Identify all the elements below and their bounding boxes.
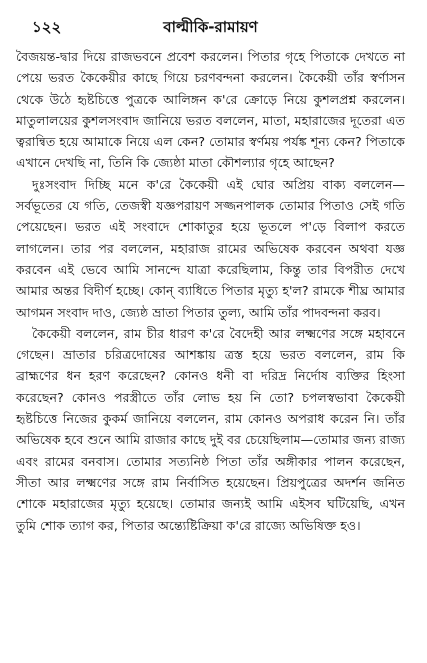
- body-text: [16, 46, 405, 536]
- page-number: ১২২: [32, 18, 62, 36]
- page-header: [16, 0, 405, 46]
- running-title: বাল্মীকি-রামায়ণ: [163, 18, 258, 36]
- paragraph-3: কৈকেয়ী বললেন, রাম চীর ধারণ ক'রে বৈদেহী আর লক্ষ্মণের সঙ্গে মহাবনে গেছেন। ভ্রাতার চরিত্রদোষের আশঙ্কায় ত্রস্ত হয়ে ভরত বললেন, রাম কি ব্রাহ্মণের ধন হরণ করেছেন? কোনও ধনী বা দরিদ্র নির্দোষ ব্যক্তির হিংসা করেছেন? কোনও পরস্ত্রীতে তাঁর লোভ হয় নি তো? চপলস্বভাবা কৈকেয়ী হৃষ্টচিত্তে নিজের কুকর্ম জানিয়ে বললেন, রাম কোনও অপরাধ করেন নি। তাঁর অভিষেক হবে শুনে আমি রাজার কাছে দুই বর চেয়েছিলাম—তোমার জন্য রাজ্য এবং রামের বনবাস। তোমার সত্যনিষ্ঠ পিতা তাঁর অঙ্গীকার পালন করেছেন, সীতা আর লক্ষ্মণের সঙ্গে রাম নির্বাসিত হয়েছেন। প্রিয়পুত্রের অদর্শন জনিত শোকে মহারাজের মৃত্যু হয়েছে। তোমার জন্যই আমি এইসব ঘটিয়েছি, এখন তুমি শোক ত্যাগ কর, পিতার অন্ত্যেষ্টিক্রিয়া ক'রে রাজ্যে অভিষিক্ত হও।: [16, 325, 405, 533]
- paragraph-1: বৈজয়ন্ত-দ্বার দিয়ে রাজভবনে প্রবেশ করলেন। পিতার গৃহে পিতাকে দেখতে না পেয়ে ভরত কৈকেয়ীর কাছে গিয়ে চরণবন্দনা করলেন। কৈকেয়ী তাঁর স্বর্ণাসন থেকে উঠে হৃষ্টচিত্তে পুত্রকে আলিঙ্গন ক'রে ক্রোড়ে নিয়ে কুশলপ্রশ্ন করলেন। মাতুলালয়ের কুশলসংবাদ জানিয়ে ভরত বললেন, মাতা, মহারাজের দূতেরা এত ত্বরান্বিত হয়ে আমাকে নিয়ে এল কেন? তোমার স্বর্ণময় পর্যঙ্ক শূন্য কেন? পিতাকে এখানে দেখছি না, তিনি কি জ্যেষ্ঠা মাতা কৌশল্যার গৃহে আছেন?: [16, 49, 405, 171]
- paragraph-2: দুঃসংবাদ দিচ্ছি মনে ক'রে কৈকেয়ী এই ঘোর অপ্রিয় বাক্য বললেন— সর্বভূতের যে গতি, তেজস্বী যজ্ঞপরায়ণ সজ্জনপালক তোমার পিতাও সেই গতি পেয়েছেন। ভরত এই সংবাদে শোকাতুর হয়ে ভূতলে প'ড়ে বিলাপ করতে লাগলেন। তার পর বললেন, মহারাজ রামের অভিষেক করবেন অথবা যজ্ঞ করবেন এই ভেবে আমি সানন্দে যাত্রা করেছিলাম, কিন্তু তার বিপরীত দেখে আমার অন্তর বিদীর্ণ হচ্ছে। কোন্ ব্যাধিতে পিতার মৃত্যু হ'ল? রামকে শীঘ্র আমার আগমন সংবাদ দাও, জ্যেষ্ঠ ভ্রাতা পিতার তুল্য, আমি তাঁর পাদবন্দনা করব।: [16, 176, 405, 320]
